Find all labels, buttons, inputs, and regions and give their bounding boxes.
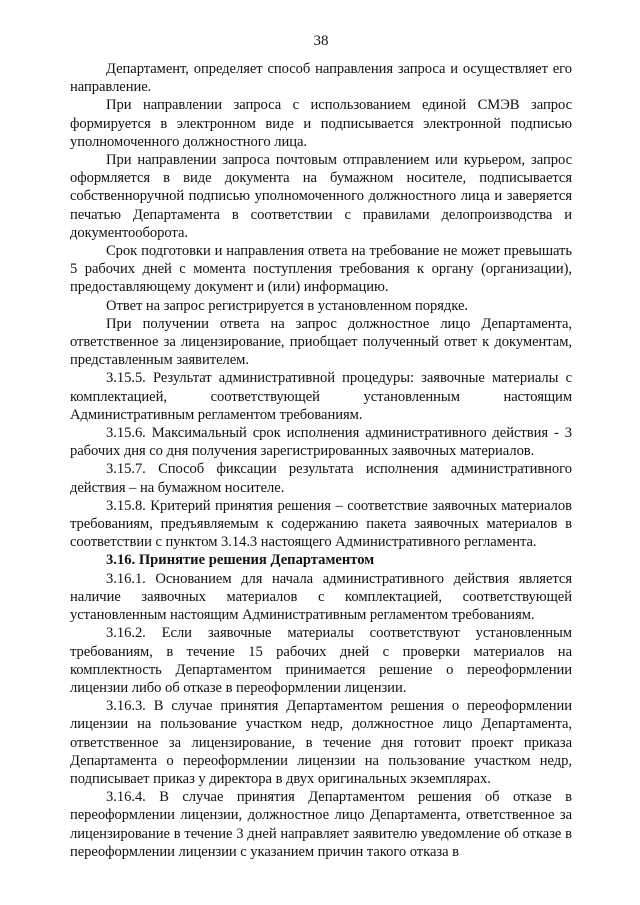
paragraph: 3.15.5. Результат административной процедуры: заявочные материалы с комплектацией, соответствующей установленным настоящим Административным регламентом требованиям. <box>70 370 572 423</box>
paragraph: 3.16.1. Основанием для начала административного действия является наличие заявочных материалов с комплектацией, соответствующей установленным настоящим Административным регламентом требованиям. <box>70 570 572 624</box>
paragraph: 3.16.2. Если заявочные материалы соответствуют установленным требованиям, в течение 15 рабочих дней с проверки материалов на комплектность Департаментом принимается решение о переоформлении лицензии либо об отказе в переоформлении лицензии. <box>70 625 572 696</box>
paragraph: При получении ответа на запрос должностное лицо Департамента, ответственное за лицензирование, приобщает полученный ответ к документам, представленным заявителем. <box>70 315 572 369</box>
paragraph: При направлении запроса с использованием единой СМЭВ запрос формируется в электронном виде и подписывается электронной подписью уполномоченного должностного лица. <box>70 97 572 150</box>
paragraph: 3.16.4. В случае принятия Департаментом решения об отказе в переоформлении лицензии, должностное лицо Департамента, ответственное за лицензирование в течение 3 дней направляет заявителю уведомление об отказе в переоформлении лицензии с указанием причин такого отказа в <box>70 789 572 860</box>
paragraph: Ответ на запрос регистрируется в установленном порядке. <box>106 297 468 314</box>
section-heading: 3.16. Принятие решения Департаментом <box>106 552 375 569</box>
page-number: 38 <box>313 33 329 49</box>
paragraph: Срок подготовки и направления ответа на требование не может превышать 5 рабочих дней с момента поступления требования к органу (организации), предоставляющему документ и (или) информацию. <box>70 243 572 296</box>
paragraph: 3.16.3. В случае принятия Департаментом решения о переоформлении лицензии на пользование участком недр, должностное лицо Департамента, ответственное за лицензирование, в течение дня готовит проект приказа Департамента о переоформлении лицензии на пользование участком недр, подписывает приказ у директора в двух оригинальных экземплярах. <box>70 698 572 787</box>
paragraph: 3.15.6. Максимальный срок исполнения административного действия - 3 рабочих дня со дня получения зарегистрированных заявочных материалов. <box>70 425 572 460</box>
paragraph: Департамент, определяет способ направления запроса и осуществляет его направление. <box>70 61 572 96</box>
paragraph: При направлении запроса почтовым отправлением или курьером, запрос оформляется в виде документа на бумажном носителе, подписывается собственноручной подписью уполномоченного должностного лица и заверяется печатью Департамента в соответствии с правилами делопроизводства и документооборота. <box>70 152 572 241</box>
paragraph: 3.15.8. Критерий принятия решения – соответствие заявочных материалов требованиям, предъявляемым к содержанию пакета заявочных материалов в соответствии с пунктом 3.14.3 настоящего Административного регламента. <box>70 497 572 551</box>
paragraph: 3.15.7. Способ фиксации результата исполнения административного действия – на бумажном носителе. <box>70 461 572 496</box>
